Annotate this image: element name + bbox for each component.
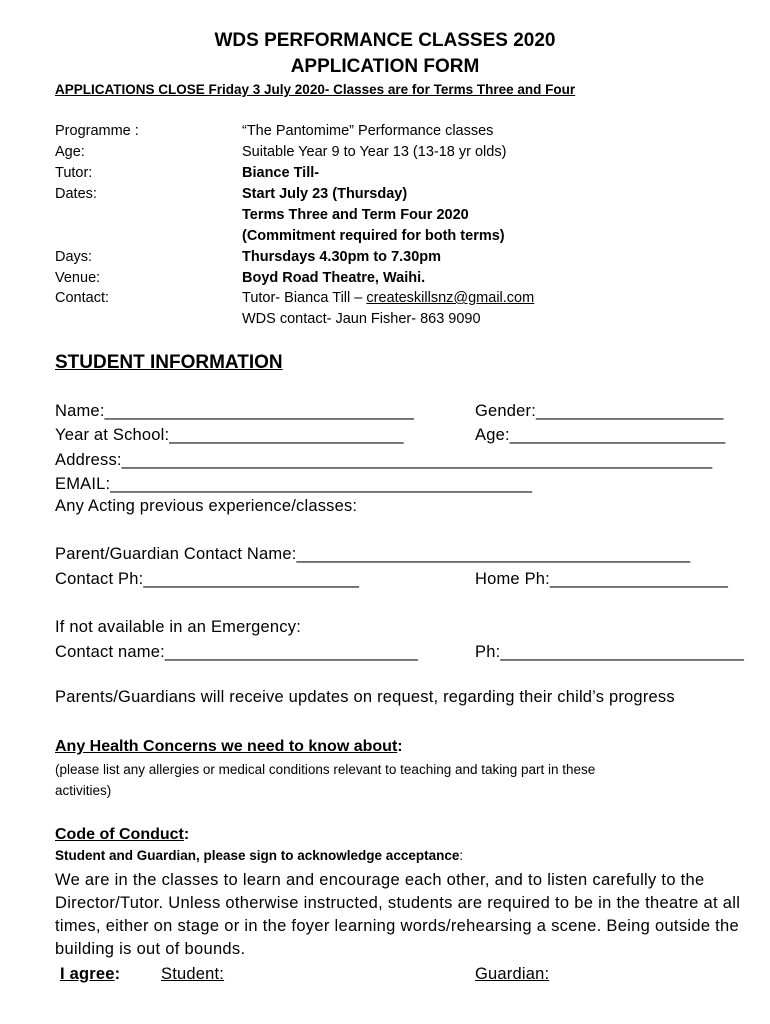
days-label: Days: bbox=[55, 249, 93, 265]
emergency-contact-name-field[interactable]: Contact name:___________________________ bbox=[55, 643, 419, 661]
contact-label: Contact: bbox=[55, 290, 109, 306]
tutor-label: Tutor: bbox=[55, 165, 93, 181]
gender-field[interactable]: Gender:____________________ bbox=[475, 402, 724, 420]
age-label: Age: bbox=[55, 144, 85, 160]
form-title: WDS PERFORMANCE CLASSES 2020 bbox=[214, 30, 556, 51]
venue-label: Venue: bbox=[55, 270, 101, 286]
dates-line-1: Start July 23 (Thursday) bbox=[242, 186, 408, 202]
programme-value: “The Pantomime” Performance classes bbox=[242, 123, 494, 139]
acting-experience-prompt: Any Acting previous experience/classes: bbox=[55, 497, 358, 515]
contact-email-link[interactable]: createskillsnz@gmail.com bbox=[366, 290, 535, 306]
dates-label: Dates: bbox=[55, 186, 97, 202]
i-agree-colon: : bbox=[114, 965, 121, 983]
code-of-conduct-heading bbox=[55, 826, 189, 844]
age-field[interactable]: Age:_______________________ bbox=[475, 426, 726, 444]
health-note-line-2: activities) bbox=[55, 783, 112, 798]
contact-prefix: Tutor- Bianca Till – bbox=[242, 290, 367, 306]
updates-notice: Parents/Guardians will receive updates on request, regarding their child’s progress bbox=[55, 688, 675, 706]
acknowledge-colon: : bbox=[459, 848, 464, 863]
name-field[interactable]: Name:_________________________________ bbox=[55, 402, 415, 420]
days-value: Thursdays 4.30pm to 7.30pm bbox=[242, 249, 442, 265]
wds-contact: WDS contact- Jaun Fisher- 863 9090 bbox=[242, 311, 481, 327]
year-at-school-field[interactable]: Year at School:_________________________ bbox=[55, 426, 404, 444]
age-value: Suitable Year 9 to Year 13 (13-18 yr olds) bbox=[242, 144, 507, 160]
dates-line-3: (Commitment required for both terms) bbox=[242, 228, 505, 244]
student-information-heading: STUDENT INFORMATION bbox=[55, 352, 283, 373]
health-concerns-title: Any Health Concerns we need to know about bbox=[55, 738, 398, 755]
i-agree-label: I agree bbox=[60, 965, 115, 983]
address-field[interactable]: Address:_______________________________________________________________ bbox=[55, 451, 713, 469]
form-subtitle: APPLICATION FORM bbox=[290, 56, 480, 77]
acknowledge-instruction bbox=[55, 848, 463, 863]
acknowledge-text: Student and Guardian, please sign to acknowledge acceptance bbox=[55, 848, 460, 863]
code-of-conduct-title: Code of Conduct bbox=[55, 826, 184, 843]
health-concerns-heading bbox=[55, 738, 403, 756]
code-of-conduct-colon: : bbox=[183, 826, 190, 843]
emergency-intro: If not available in an Emergency: bbox=[55, 618, 301, 636]
health-note-line-1: (please list any allergies or medical conditions relevant to teaching and taking part in these bbox=[55, 762, 596, 777]
guardian-signature-label[interactable]: Guardian: bbox=[475, 965, 550, 983]
dates-line-2: Terms Three and Term Four 2020 bbox=[242, 207, 469, 223]
parent-contact-name-field[interactable]: Parent/Guardian Contact Name:__________________________________________ bbox=[55, 545, 691, 563]
email-field[interactable]: EMAIL:_____________________________________________ bbox=[55, 475, 533, 493]
contact-value bbox=[242, 290, 534, 306]
agreement-row bbox=[60, 965, 120, 984]
tutor-value: Biance Till- bbox=[242, 165, 320, 181]
emergency-phone-field[interactable]: Ph:__________________________ bbox=[475, 643, 745, 661]
home-phone-field[interactable]: Home Ph:___________________ bbox=[475, 570, 729, 588]
venue-value: Boyd Road Theatre, Waihi. bbox=[242, 270, 426, 286]
applications-close-notice: APPLICATIONS CLOSE Friday 3 July 2020- Classes are for Terms Three and Four bbox=[55, 82, 576, 97]
contact-phone-field[interactable]: Contact Ph:_______________________ bbox=[55, 570, 360, 588]
code-of-conduct-paragraph: We are in the classes to learn and encourage each other, and to listen carefully to the Director/Tutor. Unless otherwise instructed, students are required to be in the theatre at all times, either on stage or in the foyer learning words/rehearsing a scene. Being outside the building is out of bounds. bbox=[55, 871, 741, 958]
programme-label: Programme : bbox=[55, 123, 139, 139]
student-signature-label[interactable]: Student: bbox=[161, 965, 225, 983]
health-concerns-colon: : bbox=[397, 738, 403, 755]
